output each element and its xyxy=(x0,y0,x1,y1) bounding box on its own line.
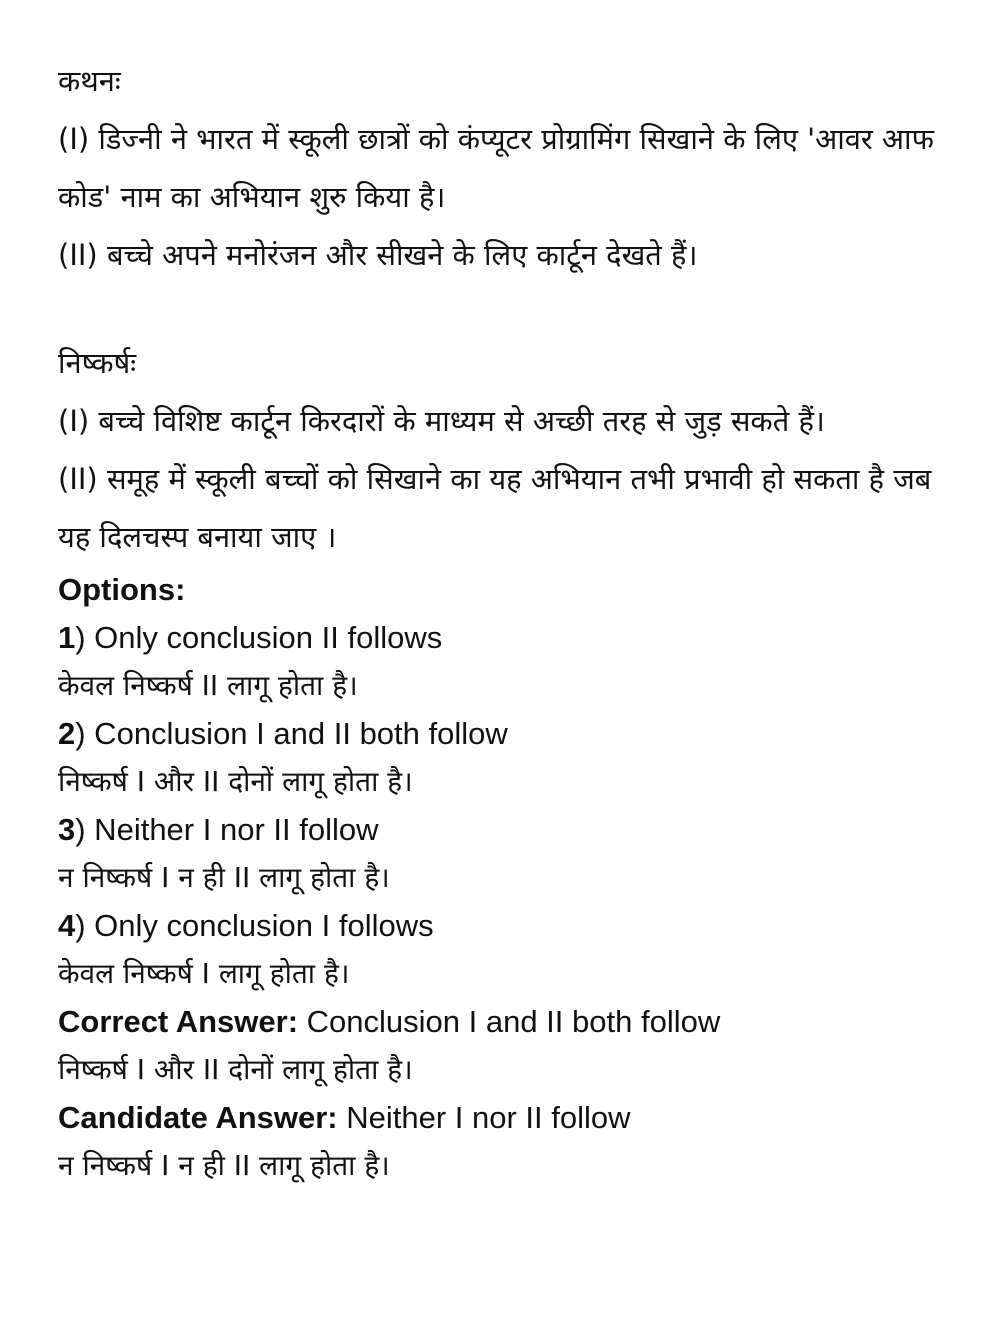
option-number: 3 xyxy=(58,812,76,847)
section-gap xyxy=(58,284,958,334)
option-4 xyxy=(58,902,958,998)
option-2 xyxy=(58,710,958,806)
option-text-en: ) Conclusion I and II both follow xyxy=(75,716,508,751)
correct-answer-text-en: Conclusion I and II both follow xyxy=(298,1004,721,1039)
option-number: 1 xyxy=(58,620,76,655)
options-heading: Options: xyxy=(58,572,186,607)
option-1 xyxy=(58,614,958,710)
correct-answer-text-hi: निष्कर्ष I और II दोनों लागू होता है। xyxy=(58,1053,413,1086)
question-document xyxy=(58,52,958,1190)
option-text-hi: निष्कर्ष I और II दोनों लागू होता है। xyxy=(58,765,413,798)
statement-2: (II) बच्चे अपने मनोरंजन और सीखने के लिए कार्टून देखते हैं। xyxy=(58,238,698,272)
option-number: 4 xyxy=(58,908,76,943)
candidate-answer xyxy=(58,1094,958,1190)
option-text-hi: केवल निष्कर्ष II लागू होता है। xyxy=(58,669,358,702)
correct-answer-label: Correct Answer: xyxy=(58,1004,299,1039)
option-text-hi: केवल निष्कर्ष I लागू होता है। xyxy=(58,957,350,990)
option-text-en: ) Only conclusion I follows xyxy=(75,908,434,943)
candidate-answer-label: Candidate Answer: xyxy=(58,1100,338,1135)
conclusion-1: (I) बच्चे विशिष्ट कार्टून किरदारों के माध्यम से अच्छी तरह से जुड़ सकते हैं। xyxy=(58,404,825,438)
option-text-en: ) Neither I nor II follow xyxy=(75,812,379,847)
statements-heading: कथनः xyxy=(58,64,121,98)
statement-1: (I) डिज्नी ने भारत में स्कूली छात्रों को कंप्यूटर प्रोग्रामिंग सिखाने के लिए 'आवर आफ कोड' नाम का अभियान शुरु किया है। xyxy=(58,122,934,214)
conclusions-heading: निष्कर्षः xyxy=(58,346,137,380)
candidate-answer-text-en: Neither I nor II follow xyxy=(337,1100,631,1135)
correct-answer xyxy=(58,998,958,1094)
option-number: 2 xyxy=(58,716,76,751)
candidate-answer-text-hi: न निष्कर्ष I न ही II लागू होता है। xyxy=(58,1149,390,1182)
option-text-en: ) Only conclusion II follows xyxy=(75,620,443,655)
option-3 xyxy=(58,806,958,902)
conclusion-2: (II) समूह में स्कूली बच्चों को सिखाने का यह अभियान तभी प्रभावी हो सकता है जब यह दिलचस्प बनाया जाए । xyxy=(58,462,932,554)
option-text-hi: न निष्कर्ष I न ही II लागू होता है। xyxy=(58,861,390,894)
